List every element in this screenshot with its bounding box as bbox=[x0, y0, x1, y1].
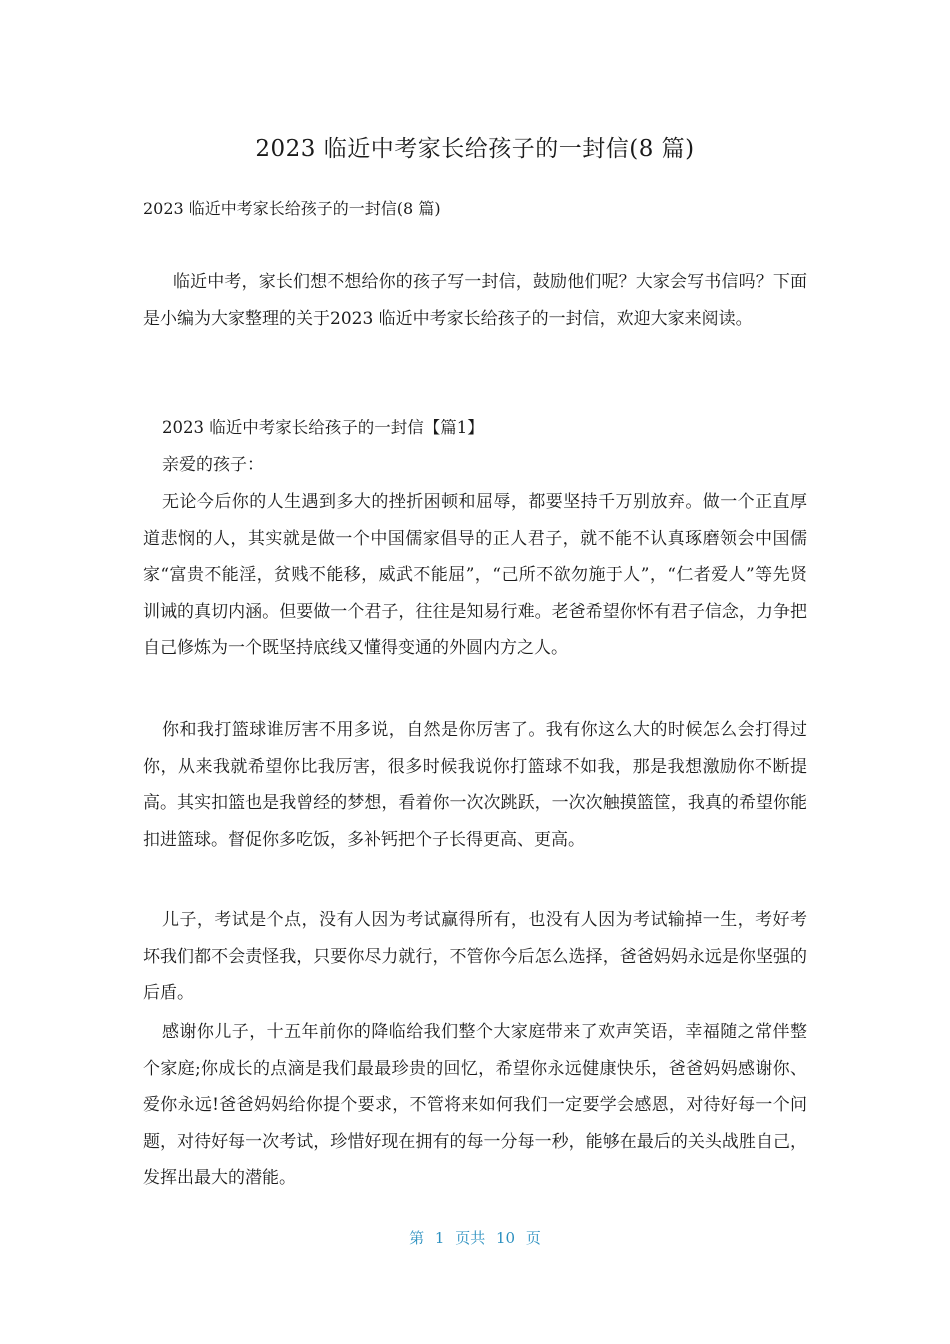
letter-paragraph: 感谢你儿子，十五年前你的降临给我们整个大家庭带来了欢声笑语，幸福随之常伴整个家庭;你成长的点滴是我们最最珍贵的回忆，希望你永远健康快乐，爸爸妈妈感谢你、爱你永远!爸爸妈妈给你提个要求，不管将来如何我们一定要学会感恩，对待好每一个问题，对待好每一次考试，珍惜好现在拥有的每一分每一秒，能够在最后的关头战胜自己，发挥出最大的潜能。 bbox=[143, 1022, 807, 1189]
letter-paragraph: 儿子，考试是个点，没有人因为考试赢得所有，也没有人因为考试输掉一生，考好考坏我们都不会责怪我，只要你尽力就行，不管你今后怎么选择，爸爸妈妈永远是你坚强的后盾。 bbox=[143, 910, 807, 1004]
document-subtitle: 2023 临近中考家长给孩子的一封信(8 篇) bbox=[143, 199, 441, 218]
letter-greeting: 亲爱的孩子： bbox=[162, 455, 264, 475]
letter-paragraph: 你和我打篮球谁厉害不用多说，自然是你厉害了。我有你这么大的时候怎么会打得过你，从来我就希望你比我厉害，很多时候我说你打篮球不如我，那是我想激励你不断提高。其实扣篮也是我曾经的梦想，看着你一次次跳跃，一次次触摸篮筐，我真的希望你能扣进篮球。督促你多吃饭，多补钙把个子长得更高、更高。 bbox=[143, 720, 807, 850]
intro-paragraph: 临近中考，家长们想不想给你的孩子写一封信，鼓励他们呢？大家会写书信吗？下面是小编为大家整理的关于2023 临近中考家长给孩子的一封信，欢迎大家来阅读。 bbox=[143, 272, 807, 329]
page-footer: 第 1 页共 10 页 bbox=[409, 1229, 541, 1247]
letter-paragraph: 无论今后你的人生遇到多大的挫折困顿和屈辱，都要坚持千万别放弃。做一个正直厚道悲悯的人，其实就是做一个中国儒家倡导的正人君子，就不能不认真琢磨领会中国儒家“富贵不能淫，贫贱不能移，威武不能屈”，“己所不欲勿施于人”，“仁者爱人”等先贤训诫的真切内涵。但要做一个君子，往往是知易行难。老爸希望你怀有君子信念，力争把自己修炼为一个既坚持底线又懂得变通的外圆内方之人。 bbox=[143, 492, 807, 659]
document-title: 2023 临近中考家长给孩子的一封信(8 篇) bbox=[255, 136, 695, 162]
section-heading: 2023 临近中考家长给孩子的一封信【篇1】 bbox=[162, 418, 484, 437]
